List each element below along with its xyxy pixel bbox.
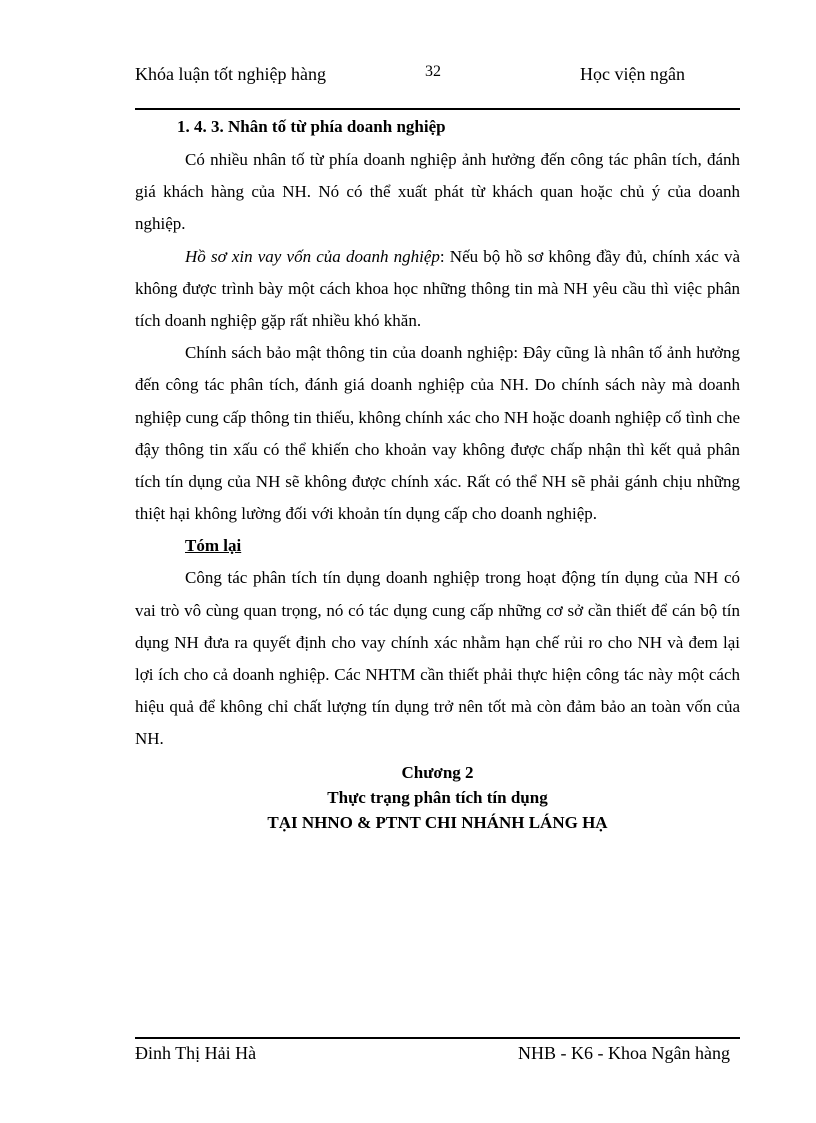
footer-class-info: NHB - K6 - Khoa Ngân hàng [518, 1043, 730, 1063]
section-paragraph-1: Có nhiều nhân tố từ phía doanh nghiệp ảnh hưởng đến công tác phân tích, đánh giá khách hàng của NH. Nó có thể xuất phát từ khách quan hoặc chủ ý của doanh nghiệp. [135, 150, 740, 234]
chapter-title-line-1: Thực trạng phân tích tín dụng [327, 787, 548, 807]
header-thesis-label: Khóa luận tốt nghiệp hàng [135, 64, 326, 84]
footer-divider [135, 1037, 740, 1039]
page-footer [135, 1041, 740, 1067]
loan-dossier-text: : Nếu bộ hồ sơ không đầy đủ, chính xác và không được trình bày một cách khoa học những thông tin mà NH yêu cầu thì việc phân tích doanh nghiệp gặp rất nhiều khó khăn. [135, 246, 740, 331]
header-divider [135, 108, 740, 110]
section-paragraph-2 [135, 241, 740, 338]
footer-author: Đinh Thị Hải Hà [135, 1043, 257, 1063]
chapter-label: Chương 2 [401, 762, 474, 782]
page-number: 32 [425, 63, 441, 80]
section-paragraph-3: Chính sách bảo mật thông tin của doanh nghiệp: Đây cũng là nhân tố ảnh hưởng đến công tác phân tích, đánh giá doanh nghiệp của NH. Do chính sách này mà doanh nghiệp cung cấp thông tin thiếu, không chính xác cho NH hoặc doanh nghiệp cố tình che đậy thông tin xấu có thể khiến cho khoản vay không được chấp nhận thì kết quả phân tích tín dụng của NH sẽ không được chính xác. Rất có thể NH sẽ phải gánh chịu những thiệt hại không lường đối với khoản tín dụng cấp cho doanh nghiệp. [135, 343, 740, 524]
section-title: 1. 4. 3. Nhân tố từ phía doanh nghiệp [177, 117, 446, 136]
loan-dossier-term: Hồ sơ xin vay vốn của doanh nghiệp [185, 246, 440, 266]
page-body [135, 113, 740, 835]
summary-heading: Tóm lại [185, 536, 242, 556]
page-header [135, 60, 740, 108]
chapter-title-line-2: TẠI NHNO & PTNT CHI NHÁNH LÁNG HẠ [267, 812, 608, 832]
header-institution-label: Học viện ngân [580, 64, 685, 84]
summary-paragraph: Công tác phân tích tín dụng doanh nghiệp trong hoạt động tín dụng của NH có vai trò vô cùng quan trọng, nó có tác dụng cung cấp những cơ sở cần thiết để cán bộ tín dụng NH đưa ra quyết định cho vay chính xác nhằm hạn chế rủi ro cho NH và đem lại lợi ích cho cả doanh nghiệp. Các NHTM cần thiết phải thực hiện công tác này một cách hiệu quả để không chỉ chất lượng tín dụng trở nên tốt mà còn đảm bảo an toàn vốn của NH. [135, 568, 740, 749]
